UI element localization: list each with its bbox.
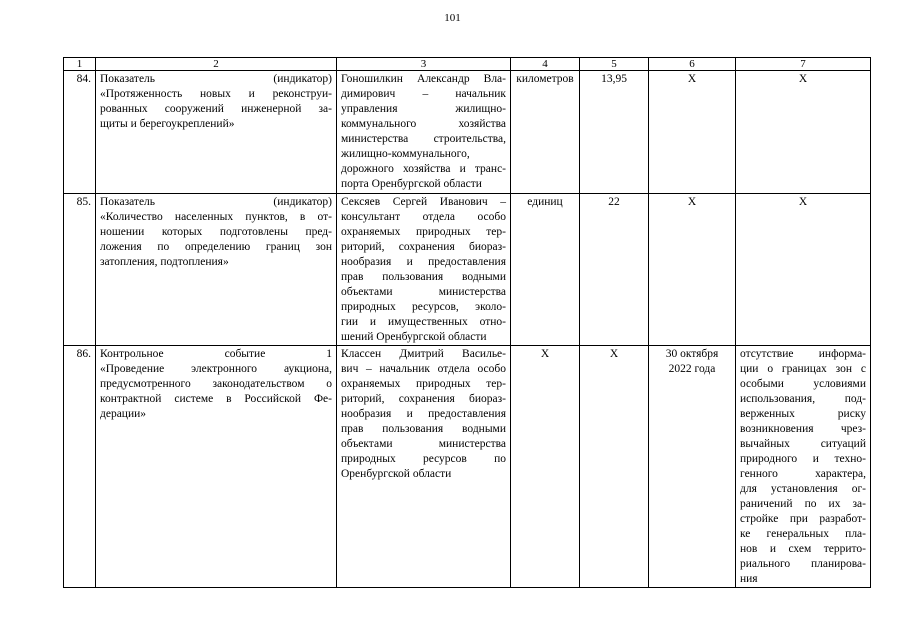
text-line: коммунального хозяйства	[341, 118, 506, 130]
column-header: 3	[337, 58, 511, 71]
text-line: использования, под-	[740, 393, 866, 405]
table-header-row	[64, 58, 871, 71]
text-line: риторий, сохранения биораз-	[341, 241, 506, 253]
text-line: для установления ог-	[740, 483, 866, 495]
text-line: предусмотренного законодательством о	[100, 378, 332, 390]
text-line: верженных риску	[740, 408, 866, 420]
unit-of-measure: единиц	[511, 194, 580, 346]
plan-value: 22	[580, 194, 649, 346]
text-line: рованных сооружений инженерной за-	[100, 103, 332, 115]
text-line: отсутствие информа-	[740, 348, 866, 360]
text-line: нов и схем террито-	[740, 543, 866, 555]
column-header: 4	[511, 58, 580, 71]
text-line: ложения по определению границ зон	[100, 241, 332, 253]
text-line: генного характера,	[740, 468, 866, 480]
text-line: раничений по их за-	[740, 498, 866, 510]
deadline	[649, 194, 736, 346]
text-line: Х	[798, 196, 808, 208]
text-line: Х	[687, 73, 697, 85]
text-line: риторий, сохранения биораз-	[341, 393, 506, 405]
text-line: ции о границах зон с	[740, 363, 866, 375]
text-line: природных ресурсов, эколо-	[341, 301, 506, 313]
text-line: контрактной системе в Российской Фе-	[100, 393, 332, 405]
page-number: 101	[444, 12, 461, 24]
text-line: Гоношилкин Александр Вла-	[341, 73, 506, 85]
text-line: вич – начальник отдела особо	[341, 363, 506, 375]
text-line: объектами министерства	[341, 286, 506, 298]
text-line: Классен Дмитрий Васильe-	[341, 348, 506, 360]
text-line: ния	[740, 573, 758, 585]
expected-result	[736, 346, 871, 588]
text-line: Показатель (индикатор)	[100, 196, 332, 208]
indicator-description	[96, 194, 337, 346]
text-line: 2022 года	[668, 363, 716, 375]
text-line: возникновения чрез-	[740, 423, 866, 435]
table-row	[64, 194, 871, 346]
text-line: Сексяев Сергей Иванович –	[341, 196, 506, 208]
text-line: ке генеральных пла-	[740, 528, 866, 540]
text-line: стройке при разработ-	[740, 513, 866, 525]
text-line: димирович – начальник	[341, 88, 506, 100]
text-line: нообразия и предоставления	[341, 408, 506, 420]
text-line: щиты и берегоукреплений»	[100, 118, 235, 130]
text-line: гии и имущественных отно-	[341, 316, 506, 328]
indicators-table	[63, 57, 871, 588]
responsible-person	[337, 346, 511, 588]
text-line: министерства строительства,	[341, 133, 506, 145]
text-line: вычайных ситуаций	[740, 438, 866, 450]
plan-value: 13,95	[580, 71, 649, 194]
text-line: природных ресурсов по	[341, 453, 506, 465]
text-line: «Протяженность новых и реконструи-	[100, 88, 332, 100]
text-line: нообразия и предоставления	[341, 256, 506, 268]
text-line: дерации»	[100, 408, 147, 420]
text-line: Х	[798, 73, 808, 85]
deadline	[649, 346, 736, 588]
responsible-person	[337, 194, 511, 346]
text-line: Показатель (индикатор)	[100, 73, 332, 85]
text-line: 30 октября	[665, 348, 719, 360]
table-row	[64, 346, 871, 588]
text-line: охраняемых природных тер-	[341, 378, 506, 390]
plan-value: Х	[580, 346, 649, 588]
text-line: ношении которых подготовлены пред-	[100, 226, 332, 238]
column-header: 6	[649, 58, 736, 71]
expected-result	[736, 71, 871, 194]
column-header: 1	[64, 58, 96, 71]
unit-of-measure: Х	[511, 346, 580, 588]
table-row	[64, 71, 871, 194]
text-line: особыми условиями	[740, 378, 866, 390]
text-line: охраняемых природных тер-	[341, 226, 506, 238]
text-line: шений Оренбургской области	[341, 331, 487, 343]
text-line: риального планирова-	[740, 558, 866, 570]
text-line: Контрольное событие 1	[100, 348, 332, 360]
row-number: 84.	[64, 71, 96, 194]
column-header: 7	[736, 58, 871, 71]
text-line: природного и техно-	[740, 453, 866, 465]
text-line: затопления, подтопления»	[100, 256, 229, 268]
text-line: Х	[687, 196, 697, 208]
text-line: управления жилищно-	[341, 103, 506, 115]
indicator-description	[96, 71, 337, 194]
text-line: дорожного хозяйства и транс-	[341, 163, 506, 175]
row-number: 86.	[64, 346, 96, 588]
indicator-description	[96, 346, 337, 588]
deadline	[649, 71, 736, 194]
row-number: 85.	[64, 194, 96, 346]
text-line: прав пользования водными	[341, 271, 506, 283]
text-line: объектами министерства	[341, 438, 506, 450]
expected-result	[736, 194, 871, 346]
text-line: порта Оренбургской области	[341, 178, 482, 190]
text-line: «Проведение электронного аукциона,	[100, 363, 332, 375]
column-header: 2	[96, 58, 337, 71]
unit-of-measure: километров	[511, 71, 580, 194]
responsible-person	[337, 71, 511, 194]
text-line: жилищно-коммунального,	[341, 148, 470, 160]
text-line: прав пользования водными	[341, 423, 506, 435]
column-header: 5	[580, 58, 649, 71]
text-line: «Количество населенных пунктов, в от-	[100, 211, 332, 223]
text-line: консультант отдела особо	[341, 211, 506, 223]
text-line: Оренбургской области	[341, 468, 452, 480]
